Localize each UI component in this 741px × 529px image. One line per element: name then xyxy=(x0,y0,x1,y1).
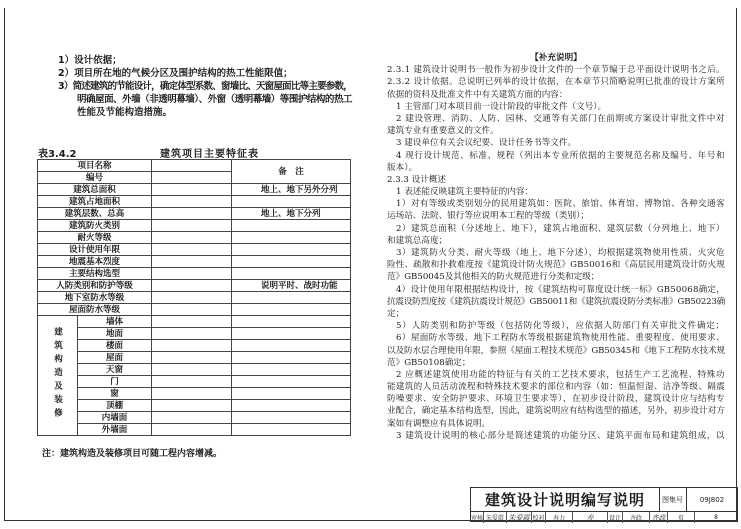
table-row xyxy=(38,400,351,412)
group-item: 顶棚 xyxy=(78,400,152,412)
row-value xyxy=(152,220,232,232)
table-row xyxy=(38,160,351,172)
group-item: 门 xyxy=(78,376,152,388)
row-name: 设计使用年限 xyxy=(38,244,152,256)
empty-cell xyxy=(152,364,232,376)
row-remark xyxy=(232,196,351,208)
row-name: 项目名称 xyxy=(38,160,152,172)
text-line: 4）设计使用年限根据结构设计，按《建筑结构可靠度设计统一标》GB50068确定， xyxy=(396,284,725,295)
row-remark xyxy=(232,232,351,244)
empty-cell xyxy=(152,388,232,400)
text-line: 以及防水层合理使用年限，参照《屋面工程技术规范》GB50345和《地下工程防水技术规 xyxy=(387,345,725,356)
row-name: 耐火等级 xyxy=(38,232,152,244)
empty-cell xyxy=(232,340,351,352)
text-line: 案如有调整应有具体说明。 xyxy=(387,418,491,429)
table-row xyxy=(38,292,351,304)
empty-cell xyxy=(152,376,232,388)
text-line: 3 建筑设计说明的核心部分是简述建筑的功能分区、建筑平面布局和建筑组成，以 xyxy=(396,430,725,441)
row-remark: 地上、地下分列 xyxy=(232,208,351,220)
row-value xyxy=(152,172,232,184)
energy-design-list xyxy=(58,54,352,119)
checker-signature: 寿 xyxy=(573,512,608,523)
group-cell xyxy=(38,316,78,436)
table-row xyxy=(38,280,351,292)
row-value xyxy=(152,292,232,304)
group-item: 天窗 xyxy=(78,364,152,376)
text-line: 定； xyxy=(387,308,405,319)
row-remark xyxy=(232,256,351,268)
text-line: 6）屋面防水等级、地下工程防水等级根据建筑物使用性能、重要程度、使用要求、 xyxy=(396,333,725,344)
empty-cell xyxy=(152,412,232,424)
table-row xyxy=(38,244,351,256)
check-label: 校对 xyxy=(532,512,546,523)
text-line: 2）建筑总面积（分述地上、地下），建筑占地面积、建筑层数（分列地上、地下） xyxy=(396,223,726,234)
table-row xyxy=(38,364,351,376)
text-line: 2.3.2 设计依据。总说明已列举的设计依据，在本章节只简略说明已批准的设计方案所 xyxy=(387,77,726,88)
row-value xyxy=(152,268,232,280)
table-row xyxy=(38,196,351,208)
row-name: 地震基本烈度 xyxy=(38,256,152,268)
title-block xyxy=(470,487,738,522)
row-value xyxy=(152,244,232,256)
group-item: 墙体 xyxy=(78,316,152,328)
text-line: 3 建设单位有关会议纪要、设计任务书等文件。 xyxy=(396,138,577,149)
text-line: 3）建筑防火分类、耐火等级（地上、地下分述），均根据建筑物使用性质、火灾危 xyxy=(396,248,726,258)
empty-cell xyxy=(232,328,351,340)
text-line: 能建筑的人员活动流程和特殊技术要求的部位和内容（如：恒温恒湿、洁净等级、隔震 xyxy=(387,382,726,393)
empty-cell xyxy=(232,424,351,436)
text-line: 1 表述能反映建筑主要特征的内容： xyxy=(396,187,534,198)
group-item: 屋面 xyxy=(78,352,152,364)
empty-cell xyxy=(232,352,351,364)
table-row xyxy=(38,184,351,196)
row-name: 地下室防水等级 xyxy=(38,292,152,304)
table-number: 表3.4.2 xyxy=(38,149,77,160)
text-line: 2.3.1 建筑设计说明书一般作为初步设计文件的一个章节编于总平面设计说明书之后。 xyxy=(387,65,726,76)
row-remark xyxy=(232,244,351,256)
review-label: 审核 xyxy=(471,512,484,523)
text-line: 抗震设防烈度按《建筑抗震设计规范》GB50011和《建筑抗震设防分类标准》GB50223确 xyxy=(387,296,725,307)
text-line: 防噪要求、安全防护要求、环境卫生要求等），在初步设计阶段，建筑设计应与结构专 xyxy=(387,394,725,405)
text-line: 业配合，确定基本结构选型，因此，建筑说明应有结构选型的描述，另外，初步设计对方 xyxy=(387,406,726,417)
table-note: 注：建筑构造及装修项目可随工程内容增减。 xyxy=(42,449,223,459)
row-remark xyxy=(232,292,351,304)
table-row xyxy=(38,268,351,280)
design-label: 设计 xyxy=(608,512,623,523)
row-name: 编号 xyxy=(38,172,152,184)
designer-signature: 齐政 xyxy=(650,512,668,523)
row-name: 建筑防火类别 xyxy=(38,220,152,232)
row-remark xyxy=(232,220,351,232)
text-line: 运场站、法院、银行等应说明本工程的等级（类别）； xyxy=(387,211,589,222)
table-row xyxy=(38,328,351,340)
page-label: 页 xyxy=(668,512,695,523)
row-value xyxy=(152,304,232,316)
table-row xyxy=(38,256,351,268)
table-row xyxy=(38,388,351,400)
row-name: 建筑总面积 xyxy=(38,184,152,196)
empty-cell xyxy=(232,364,351,376)
list-item-continuation: 性能及节能构造措施。 xyxy=(77,107,173,118)
text-line: 建筑专业有重要意义的文件。 xyxy=(387,126,499,137)
row-name: 人防类别和防护等级 xyxy=(38,280,152,292)
empty-cell xyxy=(232,388,351,400)
text-line: 2 应概述建筑使用功能的特征与有关的工艺技术要求，包括生产工艺流程、特殊功 xyxy=(396,369,725,380)
table-row xyxy=(38,376,351,388)
list-item: 1）设计依据； xyxy=(58,55,122,66)
atlas-number: 09J802 xyxy=(699,495,725,504)
table-row xyxy=(38,424,351,436)
group-item: 窗 xyxy=(78,388,152,400)
table-row xyxy=(38,412,351,424)
row-value xyxy=(152,232,232,244)
row-name: 主要结构选型 xyxy=(38,268,152,280)
list-item-continuation: 明确屋面、外墙（非透明幕墙）、外窗（透明幕墙）等围护结构的热工 xyxy=(77,94,352,105)
row-remark: 地上、地下另外分列 xyxy=(232,184,351,196)
row-value xyxy=(152,160,232,172)
text-line: 1）对有等级或类别划分的民用建筑如：医院、旅馆、体育馆、博物馆、各种交通客 xyxy=(396,199,725,210)
empty-cell xyxy=(232,316,351,328)
list-item: 2）项目所在地的气候分区及围护结构的热工性能限值； xyxy=(58,68,293,79)
table-row xyxy=(38,232,351,244)
row-remark xyxy=(232,268,351,280)
reviewer-signature: 朱爱霞 xyxy=(507,512,532,523)
text-line: 险性、疏散和扑救难度按《建筑设计防火规范》GB50016和《高层民用建筑设计防火规 xyxy=(387,260,725,271)
list-item: 3）简述建筑的节能设计，确定体型系数、窗墙比、天窗屋面比等主要参数， xyxy=(58,81,352,92)
group-label: 建筑构造及装修 xyxy=(52,326,63,422)
group-item: 外墙面 xyxy=(78,424,152,436)
group-item: 地面 xyxy=(78,328,152,340)
checker-name: 寿力 xyxy=(546,512,573,523)
empty-cell xyxy=(152,352,232,364)
text-line: 2.3.3 设计概述 xyxy=(387,174,446,185)
empty-cell xyxy=(152,400,232,412)
signature-row xyxy=(471,511,737,523)
empty-cell xyxy=(152,328,232,340)
group-item: 内墙面 xyxy=(78,412,152,424)
row-value xyxy=(152,196,232,208)
group-item: 楼面 xyxy=(78,340,152,352)
text-line: 版本）。 xyxy=(387,162,418,173)
text-line: 范》GB50108确定； xyxy=(387,357,471,368)
drawing-title: 建筑设计说明编写说明 xyxy=(471,488,660,511)
table-row xyxy=(38,340,351,352)
empty-cell xyxy=(152,340,232,352)
text-line: 和建筑总高度； xyxy=(387,235,448,246)
text-line: 范》GB50045及其他相关的防火规范进行分类和定级； xyxy=(387,272,600,283)
supplement-text xyxy=(387,52,725,442)
empty-cell xyxy=(232,376,351,388)
building-features-table xyxy=(37,159,351,436)
table-title: 建筑项目主要特征表 xyxy=(160,149,259,160)
designer-name: 齐政 xyxy=(623,512,650,523)
atlas-label: 图集号 xyxy=(659,488,687,511)
row-value xyxy=(152,208,232,220)
row-name: 屋面防水等级 xyxy=(38,304,152,316)
row-value xyxy=(152,256,232,268)
row-value xyxy=(152,184,232,196)
text-line: 依据的资料及批准文件中有关建筑方面的内容： xyxy=(387,89,568,100)
reviewer-name: 朱爱霞 xyxy=(484,512,507,523)
page-number: 8 xyxy=(714,514,718,521)
empty-cell xyxy=(232,400,351,412)
empty-cell xyxy=(152,316,232,328)
table-row xyxy=(38,208,351,220)
row-remark xyxy=(232,304,351,316)
empty-cell xyxy=(232,412,351,424)
row-name: 建筑层数、总高 xyxy=(38,208,152,220)
empty-cell xyxy=(152,424,232,436)
table-row xyxy=(38,352,351,364)
text-line: 2 建设管理、消防、人防、园林、交通等有关部门在前期或方案设计审批文件中对 xyxy=(396,113,725,124)
row-remark: 说明平时、战时功能 xyxy=(232,280,351,292)
text-line: 4 现行设计规范、标准、规程（列出本专业所依据的主要规范名称及编号、年号和 xyxy=(396,150,725,161)
remarks-header: 备 注 xyxy=(232,160,351,184)
text-line: 1 主管部门对本项目前一设计阶段的审批文件（文号）。 xyxy=(396,101,607,112)
table-row xyxy=(38,316,351,328)
text-line: 5）人防类别和防护等级（包括防化等级），应依据人防部门有关审批文件确定； xyxy=(396,321,725,332)
row-name: 建筑占地面积 xyxy=(38,196,152,208)
table-row xyxy=(38,304,351,316)
table-row xyxy=(38,220,351,232)
supplement-heading: 【补充说明】 xyxy=(530,53,582,63)
row-value xyxy=(152,280,232,292)
